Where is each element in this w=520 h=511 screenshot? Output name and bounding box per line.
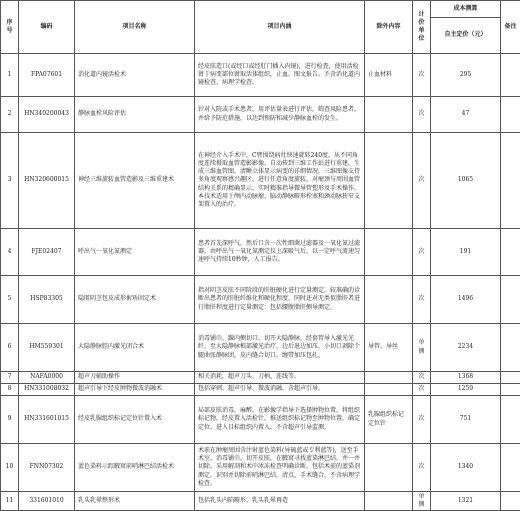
- cell-remark: [501, 324, 520, 372]
- cell-seq: 4: [1, 229, 19, 276]
- cell-unit: 次: [413, 229, 431, 276]
- table-row: [1, 276, 520, 324]
- cell-unit: 次: [413, 276, 431, 324]
- table-row: [1, 444, 520, 492]
- header-cost-group: 成本测算: [431, 1, 501, 18]
- cell-exclude: [365, 444, 413, 492]
- cell-content: 术前在肿瘤周围含注射蓝色染料(异硫蓝或专利蓝等)，送至手术室，消毒铺巾。切开皮肤，在腋窝寻找蓝染淋巴结，并一并切除。采用解剖和术中冰冻检查明确诊断，包括术前的蓝染剂测定，识别并切除前哨淋巴结，清点，手术缝合。不含病理学检查。: [195, 444, 365, 492]
- cell-price: 1065: [431, 133, 501, 229]
- cell-code: FPA07601: [19, 54, 75, 97]
- cell-name: 经皮乳腺组织标记定位针置入术: [75, 396, 195, 444]
- cell-unit: 单侧: [413, 492, 431, 511]
- table-row: [1, 229, 520, 276]
- header-row-top: [1, 1, 520, 18]
- cell-remark: [501, 372, 520, 384]
- header-exclude: 除外内容: [365, 1, 413, 54]
- cell-price: 1321: [431, 492, 501, 511]
- cell-name: 静脉血栓风险评估: [75, 97, 195, 133]
- cell-exclude: [365, 372, 413, 384]
- cell-seq: 1: [1, 54, 19, 97]
- table-row: [1, 54, 520, 97]
- cell-exclude: [365, 97, 413, 133]
- cell-seq: 9: [1, 396, 19, 444]
- cell-exclude: 导管、导丝: [365, 324, 413, 372]
- cell-remark: [501, 54, 520, 97]
- cell-content: 针对入院或手术患者，用评估量表进行评估，筛查风险患者，并给予防范措施，以达到预防和减少静脉血栓的发生。: [195, 97, 365, 133]
- cell-name: 消化道内镜活检术: [75, 54, 195, 97]
- cell-name: 乳头乳晕整形术: [75, 492, 195, 511]
- cell-remark: [501, 396, 520, 444]
- cell-price: 1259: [431, 384, 501, 396]
- header-name: 项目名称: [75, 1, 195, 54]
- cell-unit: 单侧: [413, 324, 431, 372]
- cell-name: 神经三维旋转血管造影及三维重建术: [75, 133, 195, 229]
- header-remark: 备注: [501, 1, 520, 54]
- cell-content: 包括乳头内陷畸形、乳头乳晕再造: [195, 492, 365, 511]
- table-row: [1, 372, 520, 384]
- cell-unit: 次: [413, 444, 431, 492]
- cell-price: 751: [431, 396, 501, 444]
- cell-name: 超声刀辅助操作: [75, 372, 195, 384]
- cell-content: 患者首先深呼气，然后口含一次性细菌过滤器及一氧化氮过滤器，由呼出气一氧化氮测定仪上深吸气后，以一定呼气流速匀速呼气持续10秒钟，人工报告。: [195, 229, 365, 276]
- cell-remark: [501, 229, 520, 276]
- cell-unit: 次: [413, 372, 431, 384]
- cell-seq: 2: [1, 97, 19, 133]
- cell-content: 经皮肤造口(或经口或经肛门插入内镜)，进行检查，使用活检钳于病变部位钳取活体组织，止血。图文报告。不含消化道内镜检查、病理学检查。: [195, 54, 365, 97]
- cell-code: HM559301: [19, 324, 75, 372]
- cell-price: 1340: [431, 444, 501, 492]
- cell-exclude: [365, 384, 413, 396]
- cell-remark: [501, 384, 520, 396]
- cell-price: 1368: [431, 372, 501, 384]
- cell-code: HN340200043: [19, 97, 75, 133]
- cell-name: 超声引导下经皮肿物微波消融术: [75, 384, 195, 396]
- cell-code: HN331601015: [19, 396, 75, 444]
- cell-content: 局部皮肤消毒，麻醉，在影像学指导下选择肿物位置，将组织标记物，经皮置入活检针，推送组织标记物至肿物位置，确定定位，进入目标组织内置入，不含超声引导监测。: [195, 396, 365, 444]
- cell-code: FJE02407: [19, 229, 75, 276]
- cell-remark: [501, 133, 520, 229]
- cell-price: 47: [431, 97, 501, 133]
- table-row: [1, 97, 520, 133]
- cell-name: 呼出气一氧化氮测定: [75, 229, 195, 276]
- cell-exclude: [365, 133, 413, 229]
- header-code: 编码: [19, 1, 75, 54]
- cell-content: 在神经介入手术中，C臂围绕病灶快速旋转240度，从不同角度连续摄取血管造影影像，自动传到三维工作站进行重建，生成三维血管图，清晰立体显示病变的详细情况，三维图像支持多角度观察感兴趣区，进行任意角度旋转，对瘤颈与周围血管结构关系的精确显示。实时精准指导微导管塑形及手术操作，本技术适用于颅内动脉瘤、脑动静脉畸形栓塞和颈动脉狭窄支架置入的治疗。: [195, 133, 365, 229]
- cell-seq: 11: [1, 492, 19, 511]
- cell-name: 蓝色染料示踪腋窝前哨淋巴结活检术: [75, 444, 195, 492]
- cell-price: 2234: [431, 324, 501, 372]
- header-content: 项目内涵: [195, 1, 365, 54]
- cell-remark: [501, 444, 520, 492]
- cell-name: 隐匿阴茎包皮成形術矫固定术: [75, 276, 195, 324]
- cell-code: NAFA0000: [19, 372, 75, 384]
- cell-code: FNN07302: [19, 444, 75, 492]
- cell-unit: 次: [413, 97, 431, 133]
- cell-seq: 10: [1, 444, 19, 492]
- cell-unit: 次: [413, 133, 431, 229]
- cell-price: 1496: [431, 276, 501, 324]
- cell-exclude: 乳腺组织标记定位针: [365, 396, 413, 444]
- header-unit: 计价单位: [413, 1, 431, 54]
- cell-code: HN320600015: [19, 133, 75, 229]
- cell-remark: [501, 276, 520, 324]
- cell-exclude: 止血材料: [365, 54, 413, 97]
- table-row: [1, 492, 520, 511]
- cell-exclude: [365, 492, 413, 511]
- cell-seq: 6: [1, 324, 19, 372]
- table-row: [1, 384, 520, 396]
- table-row: [1, 324, 520, 372]
- cell-unit: 次: [413, 396, 431, 444]
- cell-remark: [501, 97, 520, 133]
- cell-remark: [501, 492, 520, 511]
- cell-exclude: [365, 276, 413, 324]
- cell-name: 大隐静脉腔内激光闭合术: [75, 324, 195, 372]
- cell-unit: 次: [413, 384, 431, 396]
- cell-unit: 次: [413, 54, 431, 97]
- cell-content: 相关消耗，超声刀头、刀柄、连线等。: [195, 372, 365, 384]
- cell-code: HN331008032: [19, 384, 75, 396]
- header-seq: 序号: [1, 1, 19, 54]
- cell-code: HSP83305: [19, 276, 75, 324]
- cell-content: 包括穿刺、超声引导、微波消融。含超声引导。: [195, 384, 365, 396]
- cell-seq: 8: [1, 384, 19, 396]
- cell-code: 331601010: [19, 492, 75, 511]
- table-row: [1, 133, 520, 229]
- cell-seq: 5: [1, 276, 19, 324]
- cell-exclude: [365, 229, 413, 276]
- table-row: [1, 396, 520, 444]
- cell-seq: 7: [1, 372, 19, 384]
- cell-content: 消毒铺巾，踝内侧切口，切开大隐静脉，经套管导入激光光纤，至大隐静脉根部激光治疗，边后退边加压，小切口剥除个腿曲张静脉团，皮内缝合切口，缠带加压包扎。: [195, 324, 365, 372]
- header-self-price: 自主定价（元）: [431, 18, 501, 54]
- cell-content: 指对阴茎皮肤不同阶段的肝脏硬化进行定量测定，较准确的诊断出患者的肝脏纤维化和硬化程度，同时还对无类似脂肝者进行脂肝程度进行定量测定：包括腰腹脂肝侧导测定。: [195, 276, 365, 324]
- cell-seq: 3: [1, 133, 19, 229]
- cell-price: 191: [431, 229, 501, 276]
- cell-price: 295: [431, 54, 501, 97]
